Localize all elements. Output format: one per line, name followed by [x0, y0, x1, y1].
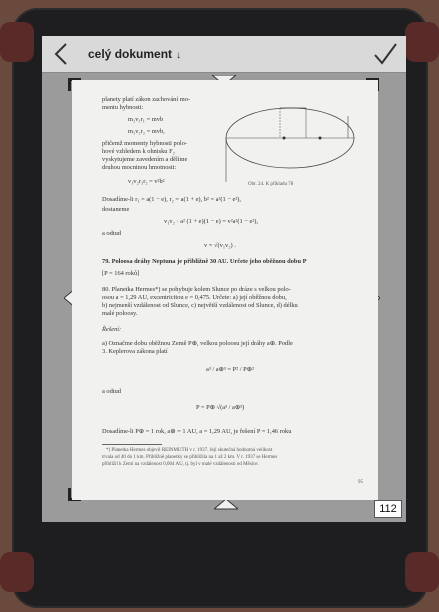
equation: m₁v₁r₁ = mvb	[128, 116, 164, 123]
paragraph: planety platí zákon zachování mo-	[102, 96, 191, 103]
footnote: *) Planetka Hermes objevil REINMUTH v r. 1937. Její skutečná hodnotná velikost	[106, 448, 273, 453]
equation: m₁v₂r₂ = mvb,	[128, 128, 165, 135]
cover-corner	[0, 552, 34, 592]
result-formula: P = P⊕ √(a³ / a⊕³)	[196, 404, 245, 411]
footnote: trvala od 40 do 1 km. Přibližně planetky se přiblížila na 1 až 2 km. V r. 1937 se Hermes	[102, 455, 278, 460]
top-toolbar	[42, 36, 406, 73]
paragraph: Dosadíme-li P⊕ = 1 rok, a⊕ = 1 AU, a = 1,29 AU, je řešení P = 1,46 roku	[102, 428, 292, 435]
answer: [P = 164 roků]	[102, 270, 140, 277]
checkmark-icon	[370, 40, 400, 68]
paragraph: osou a = 1,29 AU, excentricitou e = 0,475. Určete: a) její oběžnou dobu,	[102, 294, 287, 301]
chevron-down-icon: ↓	[176, 50, 182, 61]
paragraph: a odtud	[102, 388, 121, 395]
printed-page-number: 95	[358, 480, 363, 485]
cover-corner	[0, 22, 34, 62]
exercise-80: 80. Planetka Hermes*) se pohybuje kolem Slunce po dráze s velkou polo-	[102, 286, 291, 293]
cover-corner	[405, 552, 439, 592]
paragraph: malé poloosy.	[102, 310, 138, 317]
document-scope-dropdown[interactable]	[88, 47, 181, 61]
paragraph: Dosadíme-li r₁ = a(1 − e), r₂ = a(1 + e), b² = a²(1 − e²),	[102, 196, 242, 203]
back-icon	[48, 40, 78, 68]
equation: v₁v₂ · a² (1 + e)(1 − e) = v²a²(1 − e²),	[164, 218, 258, 225]
equation: v = √(v₁v₂) .	[204, 242, 236, 249]
paragraph: dostaneme	[102, 206, 130, 213]
book-page	[72, 80, 378, 500]
figure-caption: Obr. 24. K příkladu 78	[248, 182, 294, 187]
paragraph: a) Označme dobu oběžnou Země P⊕, velkou poloosu její dráhy a⊕. Podle	[102, 340, 293, 347]
solution-heading: Řešení:	[102, 326, 122, 333]
back-button[interactable]	[48, 40, 78, 68]
paragraph: přičemž momenty hybnosti polo-	[102, 140, 188, 147]
kepler-formula: a³ / a⊕³ = P² / P⊕²	[206, 366, 254, 373]
document-scope-label: celý dokument	[88, 47, 173, 61]
paragraph: a odtud	[102, 230, 121, 237]
reader-screen	[42, 36, 406, 522]
orbit-figure	[220, 96, 360, 192]
page-number-badge[interactable]: 112	[374, 500, 402, 518]
exercise-79: 79. Poloosa dráhy Neptuna je přibližně 30 AU. Určete jeho oběžnou dobu P	[102, 258, 307, 265]
paragraph: mentu hybnosti:	[102, 104, 144, 111]
cover-corner	[405, 22, 439, 62]
footnote-divider	[102, 444, 162, 445]
confirm-button[interactable]	[370, 40, 400, 68]
equation: v₁v₂r₁r₂ = v²b²	[128, 178, 165, 185]
paragraph: vyskytujeme zavedením a dělíme	[102, 156, 188, 163]
footnote: přiblížil k Zemi na vzdálenost 0,004 AU, tj. byl v malé vzdálenosti od Měsíce.	[102, 462, 259, 467]
paragraph: druhou mocninou hmotnosti:	[102, 164, 177, 171]
crop-handle-bottom[interactable]	[214, 498, 238, 516]
paragraph: 3. Keplerova zákona platí	[102, 348, 168, 355]
paragraph: hové vzhledem k ohnisku F₂	[102, 148, 175, 155]
paragraph: b) nejmenší vzdálenost od Slunce, c) největší vzdálenost od Slunce, d) délku	[102, 302, 298, 309]
